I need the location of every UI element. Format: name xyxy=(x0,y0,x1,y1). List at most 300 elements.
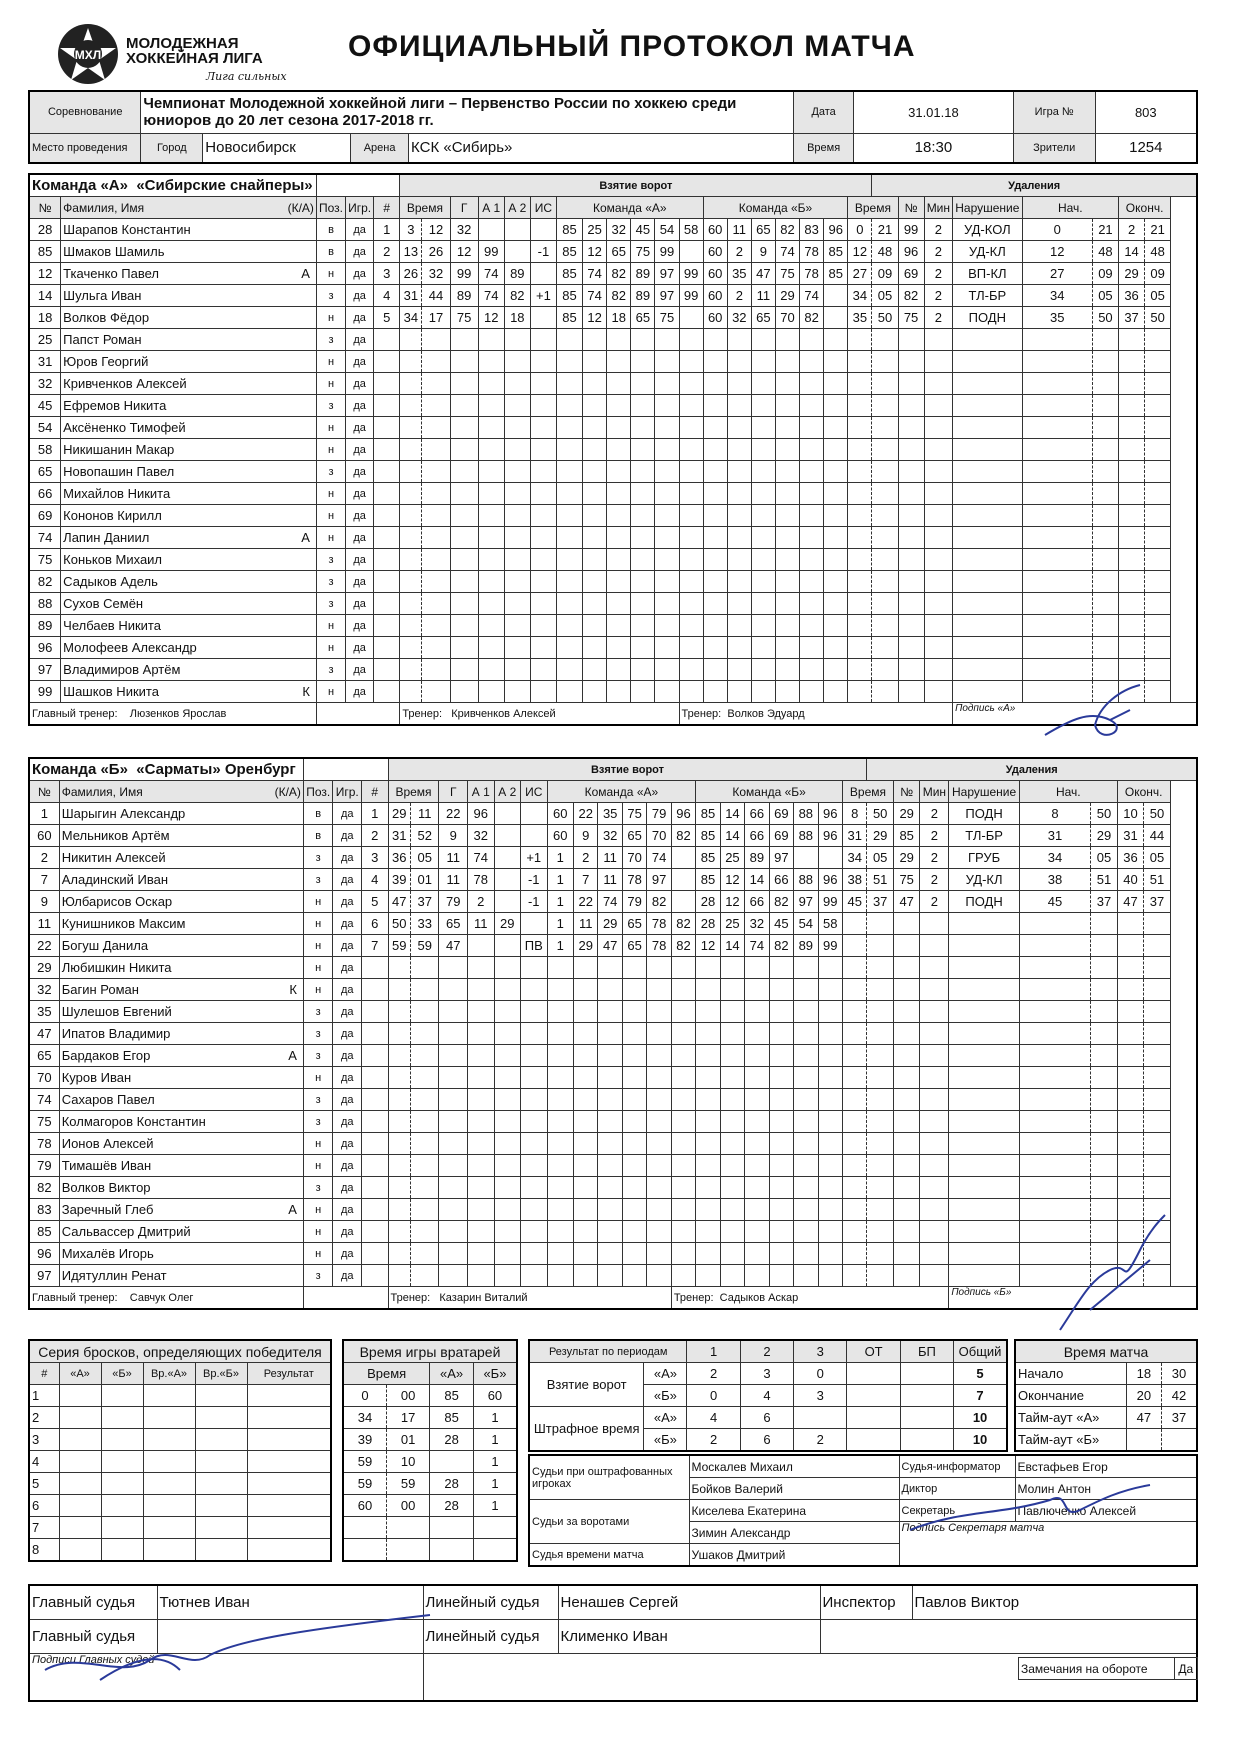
period-value xyxy=(900,1363,953,1385)
head-ref-2 xyxy=(157,1619,423,1653)
player-played: да xyxy=(333,1045,362,1067)
player-position: з xyxy=(316,549,345,571)
goal-on-ice-a: 65 xyxy=(622,935,646,957)
goal-on-ice-b: 82 xyxy=(800,307,824,329)
player-name: Шарапов Константин xyxy=(63,222,191,237)
goal-on-ice-b xyxy=(794,847,818,869)
head-coach-cell xyxy=(29,1287,303,1310)
player-played: да xyxy=(333,1067,362,1089)
player-row xyxy=(29,1133,1197,1155)
player-position: н xyxy=(303,891,333,913)
pen-minutes: 2 xyxy=(924,263,952,285)
col-pen-time: Время xyxy=(848,197,898,219)
document-title: ОФИЦИАЛЬНЫЙ ПРОТОКОЛ МАТЧА xyxy=(348,30,916,63)
pen-sec: 29 xyxy=(867,825,894,847)
player-name-cell xyxy=(61,285,317,307)
player-position: в xyxy=(316,241,345,263)
city-value: Новосибирск xyxy=(203,133,351,163)
goalie-b: 1 xyxy=(473,1451,517,1473)
player-name-cell xyxy=(59,1133,303,1155)
time-judge-label: Судья времени матча xyxy=(529,1544,689,1567)
goalie-a: 85 xyxy=(430,1407,474,1429)
period-value xyxy=(900,1385,953,1407)
shootout-row-num: 8 xyxy=(29,1539,59,1562)
head-ref-label-2: Главный судья xyxy=(29,1619,157,1653)
player-name: Сухов Семён xyxy=(63,596,144,611)
pen-start-min: 38 xyxy=(1019,869,1090,891)
goal-on-ice-b: 12 xyxy=(720,891,744,913)
player-position: з xyxy=(303,869,333,891)
player-position: н xyxy=(316,637,345,659)
goal-scorer: 65 xyxy=(439,913,468,935)
player-name: Ткаченко Павел xyxy=(63,266,160,281)
goalie-row xyxy=(343,1539,517,1562)
player-number: 11 xyxy=(29,913,59,935)
goal-on-ice-b: 83 xyxy=(800,219,824,241)
goal-num: 4 xyxy=(374,285,400,307)
goal-on-ice-b xyxy=(824,307,848,329)
col-name-label: Фамилия, Имя xyxy=(61,784,143,799)
goal-on-ice-b: 66 xyxy=(745,891,769,913)
player-position: з xyxy=(316,395,345,417)
coach1-name: Казарин Виталий xyxy=(439,1291,528,1304)
goalie-min: 0 xyxy=(343,1385,386,1407)
goal-on-ice-b: 14 xyxy=(745,869,769,891)
goal-assist2 xyxy=(504,219,530,241)
player-name: Ионов Алексей xyxy=(61,1136,154,1151)
col-start: Нач. xyxy=(1022,197,1118,219)
pen-end-sec: 09 xyxy=(1145,263,1171,285)
player-name: Молофеев Александр xyxy=(63,640,197,655)
goal-on-ice-b: 82 xyxy=(769,891,793,913)
goal-on-ice-a: 29 xyxy=(574,935,598,957)
player-name: Коньков Михаил xyxy=(63,552,163,567)
player-name-cell xyxy=(61,527,317,549)
player-name-cell xyxy=(59,957,303,979)
pen-start-sec: 09 xyxy=(1092,263,1118,285)
match-time-hour: 47 xyxy=(1126,1407,1161,1429)
goal-scorer: 75 xyxy=(450,307,478,329)
shootout-row xyxy=(29,1495,331,1517)
goal-situation xyxy=(521,803,548,825)
goal-on-ice-b: 97 xyxy=(769,847,793,869)
player-position: н xyxy=(303,1133,333,1155)
goal-sec: 05 xyxy=(410,847,439,869)
shootout-title: Серия бросков, определяющих победителя xyxy=(29,1340,331,1363)
col-num: № xyxy=(29,781,59,803)
player-name: Ипатов Владимир xyxy=(61,1026,171,1041)
pen-judges-label: Судьи при оштрафованных игроках xyxy=(529,1455,689,1500)
player-row xyxy=(29,1199,1197,1221)
goal-on-ice-a: 79 xyxy=(647,803,671,825)
shootout-table xyxy=(28,1339,332,1562)
player-number: 28 xyxy=(29,219,61,241)
goal-on-ice-b: 85 xyxy=(824,263,848,285)
goal-on-ice-a: 11 xyxy=(598,869,622,891)
goal-on-ice-b: 96 xyxy=(818,869,842,891)
pen-minutes: 2 xyxy=(924,219,952,241)
player-row xyxy=(29,1243,1197,1265)
player-name: Кривченков Алексей xyxy=(63,376,187,391)
player-name-cell xyxy=(61,417,317,439)
player-number: 14 xyxy=(29,285,61,307)
goal-on-ice-a: 22 xyxy=(574,803,598,825)
player-name-cell xyxy=(59,869,303,891)
player-position: н xyxy=(316,483,345,505)
player-row xyxy=(29,957,1197,979)
goal-num: 2 xyxy=(374,241,400,263)
goal-on-ice-a: 82 xyxy=(671,935,695,957)
player-position: з xyxy=(303,1265,333,1287)
player-name-cell xyxy=(61,439,317,461)
player-name: Любишкин Никита xyxy=(61,960,172,975)
player-name-cell xyxy=(59,1001,303,1023)
player-name-cell xyxy=(61,637,317,659)
team-sign-label: Подпись «Б» xyxy=(949,1287,1197,1310)
goal-on-ice-b: 96 xyxy=(824,219,848,241)
col-start: Нач. xyxy=(1019,781,1117,803)
goal-on-ice-b: 85 xyxy=(696,869,720,891)
goal-scorer: 89 xyxy=(450,285,478,307)
pen-violation: УД-КОЛ xyxy=(953,219,1023,241)
player-name: Никитин Алексей xyxy=(61,850,166,865)
pen-sec: 05 xyxy=(867,847,894,869)
player-name: Сальвассер Дмитрий xyxy=(61,1224,191,1239)
pen-player: 99 xyxy=(898,219,924,241)
goal-on-ice-b: 89 xyxy=(794,935,818,957)
goal-situation: ПВ xyxy=(521,935,548,957)
goal-on-ice-a: 97 xyxy=(655,263,679,285)
player-row xyxy=(29,373,1197,395)
player-name: Волков Фёдор xyxy=(63,310,150,325)
player-name-cell xyxy=(61,571,317,593)
player-position: в xyxy=(303,825,333,847)
match-time-table xyxy=(1014,1339,1198,1452)
pen-end-min: 14 xyxy=(1119,241,1145,263)
league-line1: МОЛОДЕЖНАЯ xyxy=(126,35,239,52)
pen-start-min: 0 xyxy=(1022,219,1092,241)
goal-sec: 52 xyxy=(410,825,439,847)
head-ref-label-1: Главный судья xyxy=(29,1585,157,1619)
player-row xyxy=(29,1089,1197,1111)
player-name: Шулешов Евгений xyxy=(61,1004,172,1019)
goal-on-ice-b: 88 xyxy=(794,803,818,825)
player-role: А xyxy=(288,1202,297,1217)
coach2-label: Тренер: xyxy=(673,1291,714,1304)
goalie-min xyxy=(343,1517,386,1539)
player-row xyxy=(29,659,1197,681)
goal-on-ice-a xyxy=(679,307,703,329)
goal-on-ice-b: 11 xyxy=(751,285,775,307)
goal-on-ice-a: 35 xyxy=(598,803,622,825)
head-coach-name: Савчук Олег xyxy=(129,1291,194,1304)
player-row xyxy=(29,1111,1197,1133)
player-played: да xyxy=(333,825,362,847)
player-name-cell xyxy=(61,219,317,241)
player-row xyxy=(29,1045,1197,1067)
col-goal-time: Время xyxy=(388,781,439,803)
goal-assist1: 99 xyxy=(478,241,504,263)
col-name-label: Фамилия, Имя xyxy=(63,200,145,215)
goal-on-ice-b: 12 xyxy=(696,935,720,957)
goal-on-ice-b: 74 xyxy=(775,241,799,263)
logo-text: МХЛ xyxy=(74,48,102,62)
pen-min: 38 xyxy=(842,869,866,891)
col-ka-label: (К/А) xyxy=(274,784,301,799)
player-position: з xyxy=(316,285,345,307)
player-name-cell xyxy=(59,1199,303,1221)
player-position: з xyxy=(303,1023,333,1045)
player-position: з xyxy=(303,1177,333,1199)
periods-table xyxy=(528,1339,1008,1452)
goal-on-ice-a: 65 xyxy=(622,825,646,847)
match-time-min: 37 xyxy=(1162,1407,1197,1429)
player-name-cell xyxy=(61,505,317,527)
pen-violation: ПОДН xyxy=(949,803,1020,825)
date-value: 31.01.18 xyxy=(854,91,1014,133)
goal-min: 13 xyxy=(400,241,422,263)
player-played: да xyxy=(346,395,374,417)
player-number: 1 xyxy=(29,803,59,825)
player-played: да xyxy=(333,1243,362,1265)
player-number: 96 xyxy=(29,637,61,659)
coach2-cell xyxy=(671,1287,949,1310)
player-position: з xyxy=(303,1089,333,1111)
pen-start-min: 12 xyxy=(1022,241,1092,263)
pen-min: 8 xyxy=(842,803,866,825)
period-value: 6 xyxy=(740,1407,793,1429)
goal-sec: 37 xyxy=(410,891,439,913)
coach1-label: Тренер: xyxy=(390,1291,431,1304)
pen-start-sec: 50 xyxy=(1092,307,1118,329)
goal-on-ice-a: 65 xyxy=(607,241,631,263)
goals-header: Взятие ворот xyxy=(388,758,867,781)
period-value: 10 xyxy=(954,1407,1007,1429)
goal-min: 3 xyxy=(400,219,422,241)
player-name-cell xyxy=(61,329,317,351)
goal-on-ice-b: 28 xyxy=(696,891,720,913)
player-played: да xyxy=(346,285,374,307)
player-number: 65 xyxy=(29,461,61,483)
col-is: ИС xyxy=(530,197,556,219)
goal-assist1: 74 xyxy=(478,285,504,307)
goal-on-ice-a xyxy=(679,241,703,263)
team-a-table xyxy=(28,173,1198,726)
pen-start-sec: 51 xyxy=(1091,869,1118,891)
player-number: 97 xyxy=(29,1265,59,1287)
player-row xyxy=(29,395,1197,417)
player-number: 85 xyxy=(29,1221,59,1243)
player-number: 78 xyxy=(29,1133,59,1155)
goal-on-ice-a: 7 xyxy=(574,869,598,891)
goal-sec: 01 xyxy=(410,869,439,891)
pen-player: 85 xyxy=(893,825,920,847)
goalie-a: 28 xyxy=(430,1473,474,1495)
player-number: 66 xyxy=(29,483,61,505)
goal-on-ice-a: 29 xyxy=(598,913,622,935)
goal-on-ice-a: 79 xyxy=(622,891,646,913)
player-name: Багин Роман xyxy=(61,982,139,997)
goalie-a xyxy=(430,1517,474,1539)
goal-on-ice-b: 54 xyxy=(794,913,818,935)
goal-on-ice-a: 74 xyxy=(583,285,607,307)
goal-on-ice-a: 70 xyxy=(647,825,671,847)
goal-min: 31 xyxy=(388,825,410,847)
goal-assist2: 18 xyxy=(504,307,530,329)
goal-on-ice-b: 60 xyxy=(703,219,727,241)
player-number: 58 xyxy=(29,439,61,461)
col-end: Оконч. xyxy=(1117,781,1170,803)
goal-num: 4 xyxy=(362,869,389,891)
period-value: 2 xyxy=(687,1363,740,1385)
goal-on-ice-a: 78 xyxy=(622,869,646,891)
col-a1: А 1 xyxy=(478,197,504,219)
goal-on-ice-b: 29 xyxy=(775,285,799,307)
time-judge: Ушаков Дмитрий xyxy=(689,1544,899,1567)
player-name: Шульга Иван xyxy=(63,288,142,303)
shootout-row-num: 4 xyxy=(29,1451,59,1473)
goal-on-ice-b: 11 xyxy=(727,219,751,241)
player-position: н xyxy=(303,1155,333,1177)
player-row xyxy=(29,637,1197,659)
shootout-row-num: 2 xyxy=(29,1407,59,1429)
period-2-header: 2 xyxy=(740,1340,793,1363)
goal-on-ice-b: 88 xyxy=(794,825,818,847)
goal-on-ice-a: 78 xyxy=(647,913,671,935)
col-pos: Поз. xyxy=(316,197,345,219)
col-pen-min: Мин xyxy=(920,781,949,803)
player-number: 47 xyxy=(29,1023,59,1045)
goal-on-ice-a: 45 xyxy=(631,219,655,241)
goal-on-ice-b: 96 xyxy=(818,825,842,847)
player-played: да xyxy=(346,615,374,637)
player-number: 79 xyxy=(29,1155,59,1177)
pen-end-sec: 50 xyxy=(1145,307,1171,329)
col-is: ИС xyxy=(521,781,548,803)
pen-end-sec: 37 xyxy=(1144,891,1171,913)
officials-table xyxy=(528,1454,1198,1567)
goal-on-ice-b: 2 xyxy=(727,241,751,263)
goalie-sec: 17 xyxy=(386,1407,429,1429)
goal-on-ice-b: 74 xyxy=(800,285,824,307)
goal-on-ice-a: 54 xyxy=(655,219,679,241)
game-label: Игра № xyxy=(1013,91,1095,133)
goal-on-ice-a: 75 xyxy=(655,307,679,329)
goal-num: 1 xyxy=(374,219,400,241)
pen-end-min: 29 xyxy=(1119,263,1145,285)
player-row xyxy=(29,825,1197,847)
player-name-cell xyxy=(59,1045,303,1067)
sec-value: Павлюченко Алексей xyxy=(1015,1500,1197,1522)
player-name: Заречный Глеб xyxy=(61,1202,154,1217)
pen-end-sec: 51 xyxy=(1144,869,1171,891)
player-name-cell xyxy=(61,461,317,483)
pen-start-min: 31 xyxy=(1019,825,1090,847)
goal-sec: 26 xyxy=(422,241,450,263)
goal-on-ice-b: 85 xyxy=(824,241,848,263)
team-name: «Сарматы» Оренбург xyxy=(136,761,296,778)
player-played: да xyxy=(346,593,374,615)
player-name-cell xyxy=(61,549,317,571)
goal-situation: -1 xyxy=(521,891,548,913)
player-role: А xyxy=(301,266,310,281)
pen-end-min: 31 xyxy=(1117,825,1144,847)
goal-on-ice-b: 32 xyxy=(745,913,769,935)
player-played: да xyxy=(346,263,374,285)
goal-min: 50 xyxy=(388,913,410,935)
period-value xyxy=(900,1407,953,1429)
player-number: 9 xyxy=(29,891,59,913)
shootout-row xyxy=(29,1407,331,1429)
player-position: н xyxy=(316,527,345,549)
player-played: да xyxy=(333,869,362,891)
player-name-cell xyxy=(59,1023,303,1045)
goalie-min: 39 xyxy=(343,1429,386,1451)
player-position: н xyxy=(303,957,333,979)
goal-scorer: 79 xyxy=(439,891,468,913)
goal-on-ice-a: 47 xyxy=(598,935,622,957)
goal-min: 39 xyxy=(388,869,410,891)
goal-on-ice-a: 22 xyxy=(574,891,598,913)
player-played: да xyxy=(346,527,374,549)
goalie-row xyxy=(343,1495,517,1517)
period-team: «Б» xyxy=(644,1385,687,1407)
pen-violation: ГРУБ xyxy=(949,847,1020,869)
match-time-label: Тайм-аут «А» xyxy=(1015,1407,1126,1429)
team-label xyxy=(29,174,316,197)
player-name-cell xyxy=(59,1067,303,1089)
shootout-col-1: «А» xyxy=(59,1363,101,1385)
goal-assist2: 82 xyxy=(504,285,530,307)
player-number: 54 xyxy=(29,417,61,439)
player-name: Кунишников Максим xyxy=(61,916,186,931)
period-value xyxy=(847,1429,900,1452)
goal-on-ice-b: 25 xyxy=(720,847,744,869)
goal-on-ice-b: 14 xyxy=(720,825,744,847)
player-position: з xyxy=(316,593,345,615)
goal-on-ice-b: 78 xyxy=(800,241,824,263)
player-played: да xyxy=(333,1199,362,1221)
goal-on-ice-a: 11 xyxy=(598,847,622,869)
player-row xyxy=(29,979,1197,1001)
goalie-min: 60 xyxy=(343,1495,386,1517)
goalie-row xyxy=(343,1385,517,1407)
player-number: 74 xyxy=(29,1089,59,1111)
shootout-col-2: «Б» xyxy=(101,1363,143,1385)
player-played: да xyxy=(333,1155,362,1177)
player-name: Бардаков Егор xyxy=(61,1048,151,1063)
goal-situation xyxy=(530,307,556,329)
pen-player: 69 xyxy=(898,263,924,285)
player-row xyxy=(29,615,1197,637)
head-coach-label: Главный тренер: xyxy=(32,707,118,720)
goal-on-ice-b: 47 xyxy=(751,263,775,285)
player-name: Куров Иван xyxy=(61,1070,132,1085)
player-number: 45 xyxy=(29,395,61,417)
pen-sec: 05 xyxy=(872,285,898,307)
comp-label: Соревнование xyxy=(29,91,141,133)
period-pim-label: Штрафное время xyxy=(529,1407,644,1452)
player-name: Ефремов Никита xyxy=(63,398,167,413)
goal-on-ice-a: 99 xyxy=(655,241,679,263)
player-played: да xyxy=(333,1089,362,1111)
player-row xyxy=(29,593,1197,615)
pen-end-min: 2 xyxy=(1119,219,1145,241)
goal-on-ice-a: 85 xyxy=(556,307,582,329)
period-value: 0 xyxy=(687,1385,740,1407)
goal-sec: 32 xyxy=(422,263,450,285)
goalie-sec: 10 xyxy=(386,1451,429,1473)
